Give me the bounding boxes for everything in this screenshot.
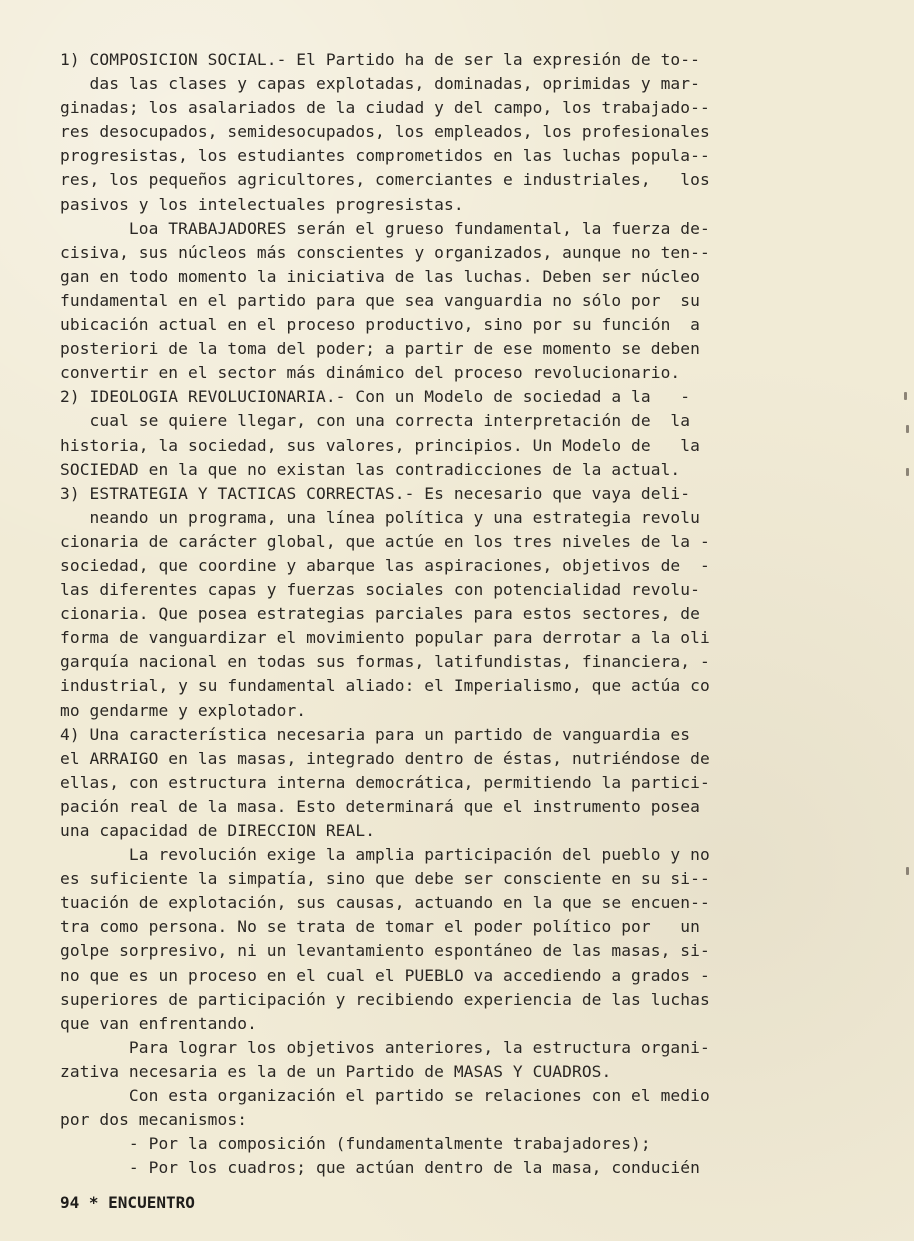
document-line: 4) Una característica necesaria para un partido de vanguardia es <box>60 724 691 744</box>
document-line: ellas, con estructura interna democrática, permitiendo la partici- <box>60 772 710 792</box>
document-line: tra como persona. No se trata de tomar el poder político por un <box>60 917 700 937</box>
document-line: industrial, y su fundamental aliado: el Imperialismo, que actúa co <box>60 676 710 696</box>
document-line: Para lograr los objetivos anteriores, la estructura organi- <box>60 1037 710 1057</box>
document-line: por dos mecanismos: <box>60 1110 248 1130</box>
document-line: las diferentes capas y fuerzas sociales con potencialidad revolu- <box>60 580 700 600</box>
document-line: gan en todo momento la iniciativa de las luchas. Deben ser núcleo <box>60 266 700 286</box>
document-line: pasivos y los intelectuales progresistas. <box>60 194 464 214</box>
margin-mark <box>906 867 909 875</box>
document-line: - Por los cuadros; que actúan dentro de la masa, conducién <box>60 1158 700 1178</box>
document-line: ginadas; los asalariados de la ciudad y del campo, los trabajado-- <box>60 98 710 118</box>
document-line: cionaria de carácter global, que actúe en los tres niveles de la - <box>60 531 710 551</box>
document-body <box>60 48 860 1180</box>
document-line: Con esta organización el partido se relaciones con el medio <box>60 1086 710 1106</box>
document-line: neando un programa, una línea política y una estrategia revolu <box>60 507 700 527</box>
document-line: SOCIEDAD en la que no existan las contradicciones de la actual. <box>60 459 681 479</box>
document-line: que van enfrentando. <box>60 1013 257 1033</box>
document-line: Loa TRABAJADORES serán el grueso fundamental, la fuerza de- <box>60 218 710 238</box>
document-line: cisiva, sus núcleos más conscientes y organizados, aunque no ten-- <box>60 242 710 262</box>
document-line: cual se quiere llegar, con una correcta interpretación de la <box>60 411 691 431</box>
document-line: una capacidad de DIRECCION REAL. <box>60 821 376 840</box>
document-line: el ARRAIGO en las masas, integrado dentro de éstas, nutriéndose de <box>60 748 710 768</box>
document-line: historia, la sociedad, sus valores, principios. Un Modelo de la <box>60 435 700 455</box>
document-line: no que es un proceso en el cual el PUEBLO va accediendo a grados - <box>60 965 710 985</box>
document-line: forma de vanguardizar el movimiento popular para derrotar a la oli <box>60 628 710 648</box>
document-line: sociedad, que coordine y abarque las aspiraciones, objetivos de - <box>60 555 710 575</box>
document-line: zativa necesaria es la de un Partido de MASAS Y CUADROS. <box>60 1061 612 1081</box>
document-line: mo gendarme y explotador. <box>60 700 307 720</box>
document-line: progresistas, los estudiantes comprometidos en las luchas popula-- <box>60 146 710 166</box>
document-line: superiores de participación y recibiendo experiencia de las luchas <box>60 989 710 1009</box>
document-line: La revolución exige la amplia participación del pueblo y no <box>60 845 710 865</box>
document-line: cionaria. Que posea estrategias parciales para estos sectores, de <box>60 604 700 624</box>
document-line: 2) IDEOLOGIA REVOLUCIONARIA.- Con un Modelo de sociedad a la - <box>60 387 691 407</box>
document-line: res, los pequeños agricultores, comerciantes e industriales, los <box>60 170 710 190</box>
document-line: es suficiente la simpatía, sino que debe ser consciente en su si-- <box>60 869 710 889</box>
margin-mark <box>906 425 909 433</box>
document-line: posteriori de la toma del poder; a partir de ese momento se deben <box>60 339 700 359</box>
document-line: pación real de la masa. Esto determinará que el instrumento posea <box>60 796 700 816</box>
margin-mark <box>906 468 909 476</box>
document-line: 3) ESTRATEGIA Y TACTICAS CORRECTAS.- Es necesario que vaya deli- <box>60 483 691 503</box>
document-line: 1) COMPOSICION SOCIAL.- El Partido ha de ser la expresión de to-- <box>60 50 700 69</box>
document-line: golpe sorpresivo, ni un levantamiento espontáneo de las masas, si- <box>60 941 710 961</box>
document-line: tuación de explotación, sus causas, actuando en la que se encuen-- <box>60 893 710 913</box>
page-footer: 94 * ENCUENTRO <box>60 1193 195 1212</box>
document-line: garquía nacional en todas sus formas, latifundistas, financiera, - <box>60 652 710 672</box>
document-line: convertir en el sector más dinámico del proceso revolucionario. <box>60 363 681 383</box>
document-line: - Por la composición (fundamentalmente trabajadores); <box>60 1134 651 1154</box>
document-line: das las clases y capas explotadas, dominadas, oprimidas y mar- <box>60 74 700 94</box>
document-line: res desocupados, semidesocupados, los empleados, los profesionales <box>60 122 710 142</box>
document-line: fundamental en el partido para que sea vanguardia no sólo por su <box>60 290 700 310</box>
margin-mark <box>904 392 907 400</box>
document-line: ubicación actual en el proceso productivo, sino por su función a <box>60 315 700 335</box>
